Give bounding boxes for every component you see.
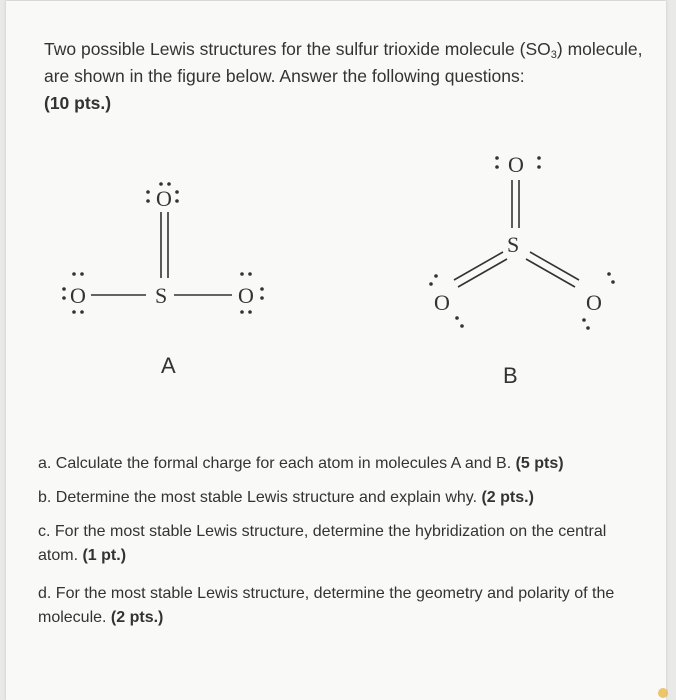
question-list	[38, 452, 638, 639]
question-a	[38, 452, 638, 476]
intro-paragraph	[44, 36, 644, 117]
structure-a-left-oxygen: O	[70, 283, 86, 308]
question-c-text: c. For the most stable Lewis structure, determine the hybridization on the central atom.	[38, 523, 607, 564]
page-top-border	[6, 0, 666, 1]
question-c	[38, 520, 638, 568]
structure-b-right-oxygen: O	[586, 290, 602, 315]
structure-b-top-oxygen: O	[508, 152, 524, 177]
lewis-structures-drawing	[6, 130, 666, 420]
question-b	[38, 486, 638, 510]
structure-a-top-oxygen: O	[156, 186, 172, 211]
question-d	[38, 582, 638, 630]
intro-line1-prefix: Two possible Lewis structures for the sulfur trioxide molecule (SO	[44, 39, 551, 59]
structure-b-left-oxygen: O	[434, 290, 450, 315]
document-page	[6, 0, 666, 700]
question-c-points: (1 pt.)	[82, 547, 127, 564]
intro-subscript: 3	[550, 49, 557, 61]
question-b-text: b. Determine the most stable Lewis structure and explain why.	[38, 489, 482, 506]
question-a-text: a. Calculate the formal charge for each atom in molecules A and B.	[38, 455, 516, 472]
structure-b-sulfur: S	[507, 232, 520, 257]
question-a-points: (5 pts)	[515, 455, 564, 472]
question-d-text: d. For the most stable Lewis structure, determine the geometry and polarity of the molecule.	[38, 585, 615, 626]
intro-line1-suffix: )	[556, 39, 563, 59]
structure-a-label: A	[161, 353, 176, 378]
decorative-dot	[658, 688, 668, 698]
structure-b-label: B	[503, 363, 518, 388]
lewis-structures-figure	[6, 130, 666, 420]
intro-line2: molecule, are shown in the figure below. Answer the following questions:	[44, 39, 643, 86]
intro-points: (10 pts.)	[44, 93, 112, 113]
structure-a-right-oxygen: O	[238, 283, 254, 308]
question-b-points: (2 pts.)	[481, 489, 534, 506]
structure-a	[62, 182, 264, 378]
structure-b	[429, 152, 615, 388]
question-d-points: (2 pts.)	[110, 609, 164, 626]
structure-a-sulfur: S	[155, 283, 168, 308]
